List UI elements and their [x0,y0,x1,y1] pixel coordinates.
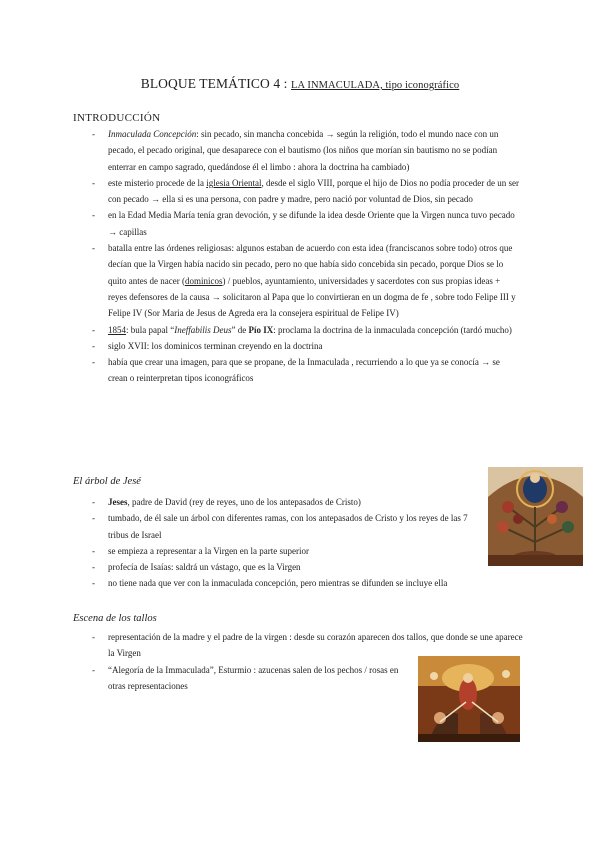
tree-of-jesse-image [488,467,583,566]
list-item: - representación de la madre y el padre de la virgen : desde su corazón aparecen dos tallos, que donde se une aparece la Virgen [92,629,528,662]
list-item: - en la Edad Media María tenía gran devoción, y se difunde la idea desde Oriente que la Virgen nunca tuvo pecado → capillas [92,207,520,240]
intro-list [92,126,520,387]
list-item: - batalla entre las órdenes religiosas: algunos estaban de acuerdo con esta idea (franciscanos sobre todo) otros que decían que la Virgen había nacido sin pecado, pero no que había sido concebida sin pecado, porque Dios se lo quito antes de nacer (dominicos) / pueblos, ayuntamiento, universidades y sacerdotes con sus propias ideas + reyes defensores de la causa → solicitaron al Papa que lo convirtieran en un dogma de fe , sobre todo Felipe III y Felipe IV (Sor Maria de Jesus de Agreda era la consejera espiritual de Felipe IV) [92,240,520,321]
list-item: - profecía de Isaías: saldrá un vástago, que es la Virgen [92,559,484,575]
list-item: - había que crear una imagen, para que se propane, de la Inmaculada , recurriendo a lo que ya se conocía → se crean o reinterpretan tipos iconográficos [92,354,520,387]
list-item: - no tiene nada que ver con la inmaculada concepción, pero mientras se difunden se incluye ella [92,575,568,591]
alegoria-inmaculada-image [418,656,520,742]
list-item: - tumbado, de él sale un árbol con diferentes ramas, con los antepasados de Cristo y los reyes de las 7 tribus de Israel [92,510,484,543]
page-title [0,76,600,92]
alegoria-inmaculada-painting [418,656,520,742]
list-item: - 1854: bula papal “Ineffabilis Deus” de Pío IX: proclama la doctrina de la inmaculada concepción (tardó mucho) [92,322,520,338]
section-heading-introduccion: INTRODUCCIÓN [73,112,161,124]
list-item: - “Alegoría de la Immaculada”, Esturmio : azucenas salen de los pechos / rosas en otras representaciones [92,662,418,695]
list-item: - Inmaculada Concepción: sin pecado, sin mancha concebida → según la religión, todo el mundo nace con un pecado, el pecado original, que desaparece con el bautismo (los niños que morían sin bautismo no se podían enterrar en campo sagrado, quedándose él el limbo : ahora la doctrina ha cambiado) [92,126,520,175]
arbol-list [92,494,484,592]
list-item: - este misterio procede de la iglesia Oriental, desde el siglo VIII, porque el hijo de Dios no podía proceder de un ser con pecado → ella si es una persona, con padre y madre, pero nació por voluntad de Dios, sin pecado [92,175,520,208]
section-heading-arbol-de-jese: El árbol de Jesé [73,476,141,487]
list-item: - Jeses, padre de David (rey de reyes, uno de los antepasados de Cristo) [92,494,484,510]
tree-of-jesse-painting [488,467,583,566]
section-heading-escena-de-los-tallos: Escena de los tallos [73,613,157,624]
title-separator: : [280,76,291,91]
title-subtitle: LA INMACULADA, tipo iconográfico [291,80,460,91]
list-item: - siglo XVII: los dominicos terminan creyendo en la doctrina [92,338,520,354]
list-item: - se empieza a representar a la Virgen en la parte superior [92,543,484,559]
title-main: BLOQUE TEMÁTICO 4 [140,76,281,91]
